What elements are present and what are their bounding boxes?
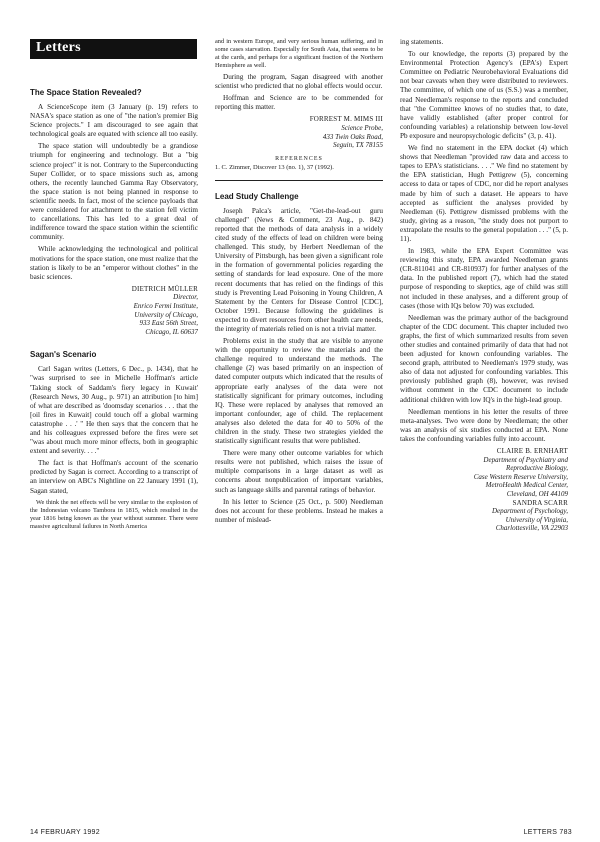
references-list: 1. C. Zimmer, Discover 13 (no. 1), 37 (1992). (215, 163, 334, 171)
section-masthead (30, 39, 197, 59)
paragraph: Needleman mentions in his letter the results of three meta-analyses. Two were done by Needleman; the other was an analysis of six studies conducted at EPA. None takes the confounding variables fully into account. (400, 407, 568, 443)
paragraph: While acknowledging the technological and political motivations for the space station, one must realize that the station is likely to be an "emperor without clothes" in the basic sciences. (30, 245, 198, 281)
affiliation-line: Enrico Fermi Institute, (133, 301, 198, 310)
affiliation-line: University of Virginia, (505, 515, 568, 524)
paragraph: We find no statement in the EPA docket (4) which shows that Needleman "provided raw data and access to tapes to EPA's statisticians. . . ." We find no statement by the EPA statistician, Hugh Pettigrew (5), concerning access to data or tapes of CDC, nor did he report analyses made by him of such a dataset. He appears to have accepted as sufficient the analyses provided by Needleman (6). Pettigrew dismissed problems with the study, giving as a reason, "the study does not purport to extrapolate the results to the general population . . ." (5, p. 11). (400, 144, 568, 243)
divider (215, 180, 383, 181)
block-quote: and in western Europe, and very serious human suffering, and in some cases starvation. Especially for South Asia, that seems to be at the cards, and perhaps for a significant fraction of the Northern Hemisphere as well. (215, 38, 383, 69)
section-title: Letters (36, 40, 81, 55)
paragraph: Problems exist in the study that are visible to anyone with the opportunity to review the materials and the challenge required to understand the methods. The challenge (2) was based primarily on an inspection of dated computer outputs which indicated that the results of appropriate early analyses of the data were not statistically significant for primary outcomes, including IQ. These were replaced by analyses that removed an important confounder, age of child. The replacement analyses also deleted the data for 40 to 50% of the children in the study. These two strategies yielded the statistically significant results that were published. (215, 337, 383, 446)
block-quote: We think the net effects will be very similar to the explosion of the Indonesian volcano Tambora in 1815, which resulted in the year 1816 being known as the year without summer. There were massive agricultural failures in North America (30, 498, 198, 530)
paragraph: In his letter to Science (25 Oct., p. 500) Needleman does not account for these problems. Instead he makes a number of mislead- (215, 497, 383, 524)
paragraph: Carl Sagan writes (Letters, 6 Dec., p. 1434), that he "was surprised to see in Michelle Hoffman's article 'Taking stock of Saddam's fiery legacy in Kuwait' (Research News, 30 Aug., p. 971) an attribution [to him] of what are described as 'doomsday scenarios . . . that the [oil fires in Kuwait] could touch off a global warming catastrophe . . .' " He then says that the concern that he and his colleagues expressed before the fires were set "was about much more minor effects, both in geographic extent and severity. . . ." (30, 365, 198, 456)
affiliation-line: Cleveland, OH 44109 (506, 490, 568, 498)
paragraph: Needleman was the primary author of the background chapter of the CDC document. This chapter included two graphs, the first of which summarized results from seven other studies and contained primarily of data that had not been adjusted for known confounding variables. The second graph, attributed to Needleman's 1979 study, was also of data not adjusted for confounding variables. This previously published graph (8), however, was revised without comment in the CDC document to include additional children with low IQ's in the high-lead group. (400, 313, 568, 404)
references-heading: REFERENCES (275, 155, 323, 162)
affiliation-line: Department of Psychology, (491, 507, 568, 516)
letter-title: Sagan's Scenario (30, 350, 97, 360)
footer-date: 14 FEBRUARY 1992 (30, 829, 100, 836)
affiliation-line: Seguin, TX 78155 (333, 141, 383, 150)
affiliation-line: Science Probe, (341, 123, 383, 132)
paragraph: In 1983, while the EPA Expert Committee was reviewing this study, EPA awarded Needleman grants (CR-811041 and CR-810937) for further analyses of the data. In the published report (7), which had the stated purpose of responding to skeptics, age of child was still not included in these analyses, and a different group of cases (those with IQs below 70) was excluded. (400, 247, 568, 310)
affiliation-line: 433 Twin Oaks Road, (322, 132, 383, 141)
affiliation-line: Chicago, IL 60637 (145, 327, 198, 336)
affiliation-line: Charlottesville, VA 22903 (495, 524, 568, 533)
author-name: CLAIRE B. ERNHART (496, 447, 568, 456)
affiliation-line: Case Western Reserve University, (473, 472, 568, 481)
letter-title: Lead Study Challenge (215, 191, 299, 201)
affiliation-line: Reproductive Biology, (506, 464, 568, 473)
paragraph: A ScienceScope item (3 January (p. 19) refers to NASA's space station as one of "the nation's premier Big Science projects." I am discouraged to see again that technological goals are equated with science all too easily. (30, 103, 198, 139)
signature-block (400, 447, 568, 533)
column-2 (215, 38, 383, 812)
paragraph: Joseph Palca's article, "Get-the-lead-out guru challenged" (News & Comment, 23 Aug., p. 842) reported that the methods of data analysis in a widely cited study of the effects of lead on children were being challenged. This study, by Herbert Needleman of the University of Pittsburgh, has been given a significant role in the formation of governmental policies regarding the setting of standards for lead exposure. One of the more recent documents that has relied on the findings of this study is Preventing Lead Poisoning in Young Children, A Statement by the Centers for Disease Control [CDC], October 1991. Because following the guidelines is expected to divert resources from other health care needs, the integrity of materials relied on is not a trivial matter. (215, 206, 383, 333)
paragraph: The fact is that Hoffman's account of the scenario predicted by Sagan is correct. According to a transcript of an interview on ABC's Nightline on 22 January 1991 (1), Sagan stated, (30, 459, 198, 495)
paragraph: There were many other outcome variables for which results were not published, which raises the issue of multiple comparisons in a large dataset as well as concerns about nonpublication of important variables, such as language skills and parental ratings of behavior. (215, 449, 383, 494)
signature-block (215, 115, 383, 149)
affiliation-line: Department of Psychiatry and (483, 455, 568, 464)
footer-page: LETTERS 783 (523, 829, 572, 836)
paragraph: Hoffman and Science are to be commended for reporting this matter. (215, 94, 383, 112)
paragraph: The space station will undoubtedly be a grandiose triumph for engineering and technology. But a "big science project" it is not. Contrary to the Superconducting Super Collider, or to space missions such as, among others, the recently launched Gamma Ray Observatory, the space station is not being planned in response to scientific needs. In fact, most of the science payloads that were considered for attachment to the station fell victim to cancellations. This has led to a great deal of indifference toward the space station within the scientific community. (30, 142, 198, 242)
column-1 (30, 88, 198, 812)
affiliation-line: University of Chicago, (134, 310, 198, 319)
paragraph: To our knowledge, the reports (3) prepared by the Environmental Protection Agency's (EPA's) Expert Committee on Pediatric Neurobehavioral Evaluations did not bear caveats when they were distributed to reviewers. The committee, of which one of us (S.S.) was a member, read Needleman's response to the reports and concluded that "the Committee knows of no studies that, to date, have validly established (after proper control for confounding variables) a relationship between low-level Pb exposure and neuropsychologic deficits" (3, p. 41). (400, 50, 568, 140)
affiliation-line: 933 East 56th Street, (139, 319, 198, 328)
letter-title: The Space Station Revealed? (30, 88, 142, 97)
affiliation-line: Director, (173, 293, 198, 302)
affiliation-line: MetroHealth Medical Center, (485, 481, 568, 490)
column-3 (400, 38, 568, 812)
signature-block (30, 285, 198, 337)
paragraph: During the program, Sagan disagreed with another scientist who predicted that no global effects would occur. (215, 73, 383, 91)
author-name: DIETRICH MÜLLER (131, 284, 198, 293)
author-name: SANDRA SCARR (512, 498, 568, 507)
author-name: FORREST M. MIMS III (309, 115, 383, 124)
paragraph: ing statements. (400, 38, 444, 46)
